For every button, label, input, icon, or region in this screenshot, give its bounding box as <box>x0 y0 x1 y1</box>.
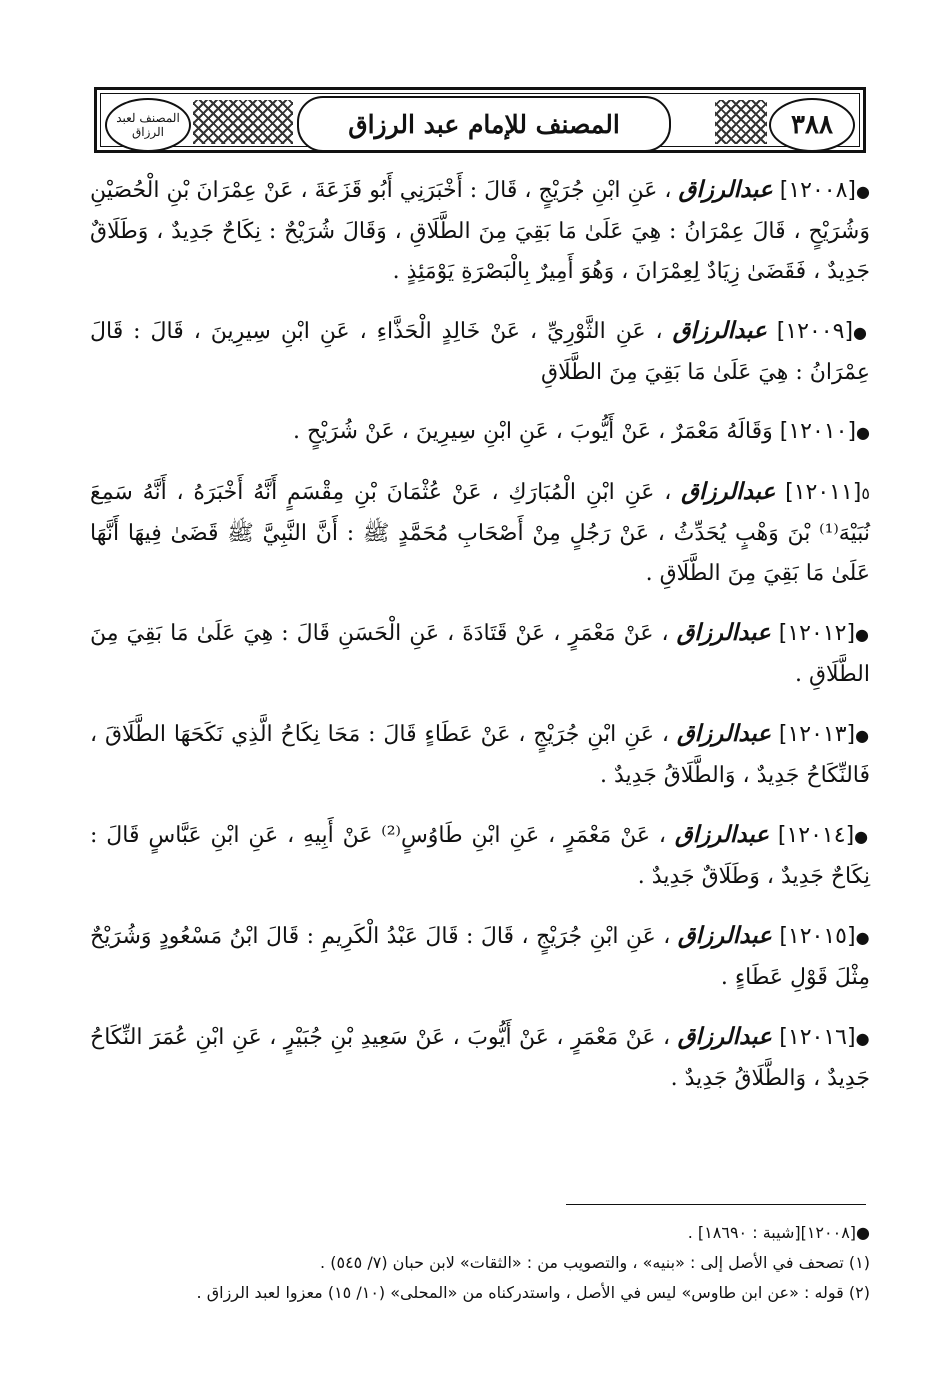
hadith-number: [١٢٠١٠] <box>779 419 857 444</box>
hadith-entry <box>90 714 870 796</box>
page-number: ٣٨٨ <box>791 110 833 140</box>
footnote-divider <box>566 1204 866 1205</box>
author-name: عبدالرزاق <box>674 821 770 848</box>
hadith-number: [١٢٠٠٨] <box>779 178 857 203</box>
entry-marker: ● <box>855 1029 871 1048</box>
author-name: عبدالرزاق <box>681 478 776 505</box>
book-title: المصنف للإمام عبد الرزاق <box>348 109 620 139</box>
hadith-entry <box>90 916 870 998</box>
author-name: عبدالرزاق <box>672 317 767 344</box>
header-ornament-right <box>715 100 767 144</box>
header-frame <box>100 93 860 147</box>
hadith-number: [١٢٠١٦] <box>779 1025 856 1050</box>
entry-marker: ● <box>855 726 870 745</box>
hadith-entry <box>90 311 870 393</box>
hadith-text: ، عَنِ ابْنِ جُرَيْجٍ ، قَالَ : قَالَ عَبْدُ الْكَرِيمِ : قَالَ ابْنُ مَسْعُودٍ وَشُرَيْحٌ مِثْلَ قَوْلِ عَطَاءٍ . <box>90 924 870 990</box>
hadith-entry <box>90 412 870 453</box>
hadith-text: ، عَنْ مَعْمَرٍ ، عَنْ أَيُّوبَ ، عَنْ سَعِيدِ بْنِ جُبَيْرٍ ، عَنِ ابْنِ عُمَرَ النِّكَاحُ جَدِيدٌ ، وَالطَّلَاقُ جَدِيدٌ . <box>90 1025 870 1091</box>
page-header <box>94 87 866 153</box>
author-name: عبدالرزاق <box>677 1023 772 1050</box>
footnote-source: ●[١٢٠٠٨][شيبة : ١٨٦٩٠] . <box>687 1223 870 1242</box>
hadith-number: [١٢٠١٥] <box>779 924 856 949</box>
entry-marker: ● <box>856 423 870 442</box>
hadith-number: [١٢٠١٤] <box>777 823 855 848</box>
entry-marker: ● <box>855 625 870 644</box>
author-name: عبدالرزاق <box>678 176 773 203</box>
hadith-number: [١٢٠١٢] <box>778 621 856 646</box>
author-name: عبدالرزاق <box>677 922 772 949</box>
hadith-number: [١٢٠١١] <box>785 480 862 505</box>
hadith-text: ، عَنِ ابْنِ الْمُبَارَكِ ، عَنْ عُثْمَانَ بْنِ مِقْسَمٍ أَنَّهُ أَخْبَرَهُ ، أَنَّهُ سَمِعَ نُبَيْهَ⁽¹⁾ بْنَ وَهْبٍ يُحَدِّثُ ، عَنْ رَجُلٍ مِنْ أَصْحَابِ مُحَمَّدٍ ﷺ : أَنَّ النَّبِيَّ ﷺ قَضَىٰ فِيهَا أَنَّهَا عَلَىٰ مَا بَقِيَ مِنَ الطَّلَاقِ . <box>90 480 870 586</box>
author-name: عبدالرزاق <box>676 720 771 747</box>
header-ornament-left <box>193 100 293 144</box>
hadith-text: ، عَنِ الثَّوْرِيِّ ، عَنْ خَالِدٍ الْحَذَّاءِ ، عَنِ ابْنِ سِيرِينَ ، قَالَ : قَالَ عِمْرَانُ : هِيَ عَلَىٰ مَا بَقِيَ مِنَ الطَّلَاقِ <box>90 319 870 385</box>
hadith-entry <box>90 1017 870 1099</box>
entry-marker: ● <box>856 182 870 201</box>
hadith-number: [١٢٠١٣] <box>778 722 856 747</box>
hadith-text: ، عَنْ مَعْمَرٍ ، عَنْ قَتَادَةَ ، عَنِ الْحَسَنِ قَالَ : هِيَ عَلَىٰ مَا بَقِيَ مِنَ الطَّلَاقِ . <box>90 621 870 687</box>
hadith-list <box>90 170 870 1118</box>
entry-marker: ● <box>853 323 870 342</box>
book-logo <box>105 98 191 152</box>
entry-marker: ● <box>855 928 870 947</box>
entry-marker: ٥ <box>861 484 870 503</box>
footnote-2: (٢) قوله : «عن ابن طاوس» ليس في الأصل ، واستدركناه من «المحلى» (١٠/ ١٥) معزوا لعبد الرزاق . <box>196 1283 870 1302</box>
hadith-entry <box>90 472 870 594</box>
footnote-1: (١) تصحف في الأصل إلى : «بنيه» ، والتصويب من : «الثقات» لابن حبان (٧/ ٥٤٥) . <box>320 1253 870 1272</box>
footnotes <box>100 1218 870 1308</box>
hadith-entry <box>90 613 870 695</box>
hadith-entry <box>90 170 870 292</box>
hadith-text: وَقَالَهُ مَعْمَرٌ ، عَنْ أَيُّوبَ ، عَنِ ابْنِ سِيرِينَ ، عَنْ شُرَيْحٍ . <box>293 419 773 444</box>
entry-marker: ● <box>854 827 870 846</box>
hadith-text: ، عَنِ ابْنِ جُرَيْجٍ ، عَنْ عَطَاءٍ قَالَ : مَحَا نِكَاحُ الَّذِي نَكَحَهَا الطَّلَاقَ ، فَالنِّكَاحُ جَدِيدٌ ، وَالطَّلَاقُ جَدِيدٌ . <box>90 722 870 788</box>
hadith-number: [١٢٠٠٩] <box>776 319 854 344</box>
hadith-entry <box>90 815 870 897</box>
hadith-text: ، عَنِ ابْنِ جُرَيْجٍ ، قَالَ : أَخْبَرَنِي أَبُو قَزَعَةَ ، عَنْ عِمْرَانَ بْنِ الْحُصَيْنِ وَشُرَيْحٍ ، قَالَ عِمْرَانُ : هِيَ عَلَىٰ مَا بَقِيَ مِنَ الطَّلَاقِ ، وَقَالَ شُرَيْحٌ : نِكَاحٌ جَدِيدٌ ، وَطَلَاقٌ جَدِيدٌ ، فَقَضَىٰ زِيَادٌ لِعِمْرَانَ ، وَهُوَ أَمِيرٌ بِالْبَصْرَةِ يَوْمَئِذٍ . <box>90 178 870 284</box>
book-logo-text: المصنف لعبد الرزاق <box>116 111 180 139</box>
page-number-badge <box>769 98 855 152</box>
author-name: عبدالرزاق <box>676 619 771 646</box>
header-title <box>297 96 671 152</box>
hadith-text: ، عَنْ مَعْمَرٍ ، عَنِ ابْنِ طَاوُسٍ⁽²⁾ عَنْ أَبِيهِ ، عَنِ ابْنِ عَبَّاسٍ قَالَ : نِكَاحٌ جَدِيدٌ ، وَطَلَاقٌ جَدِيدٌ . <box>90 823 870 889</box>
